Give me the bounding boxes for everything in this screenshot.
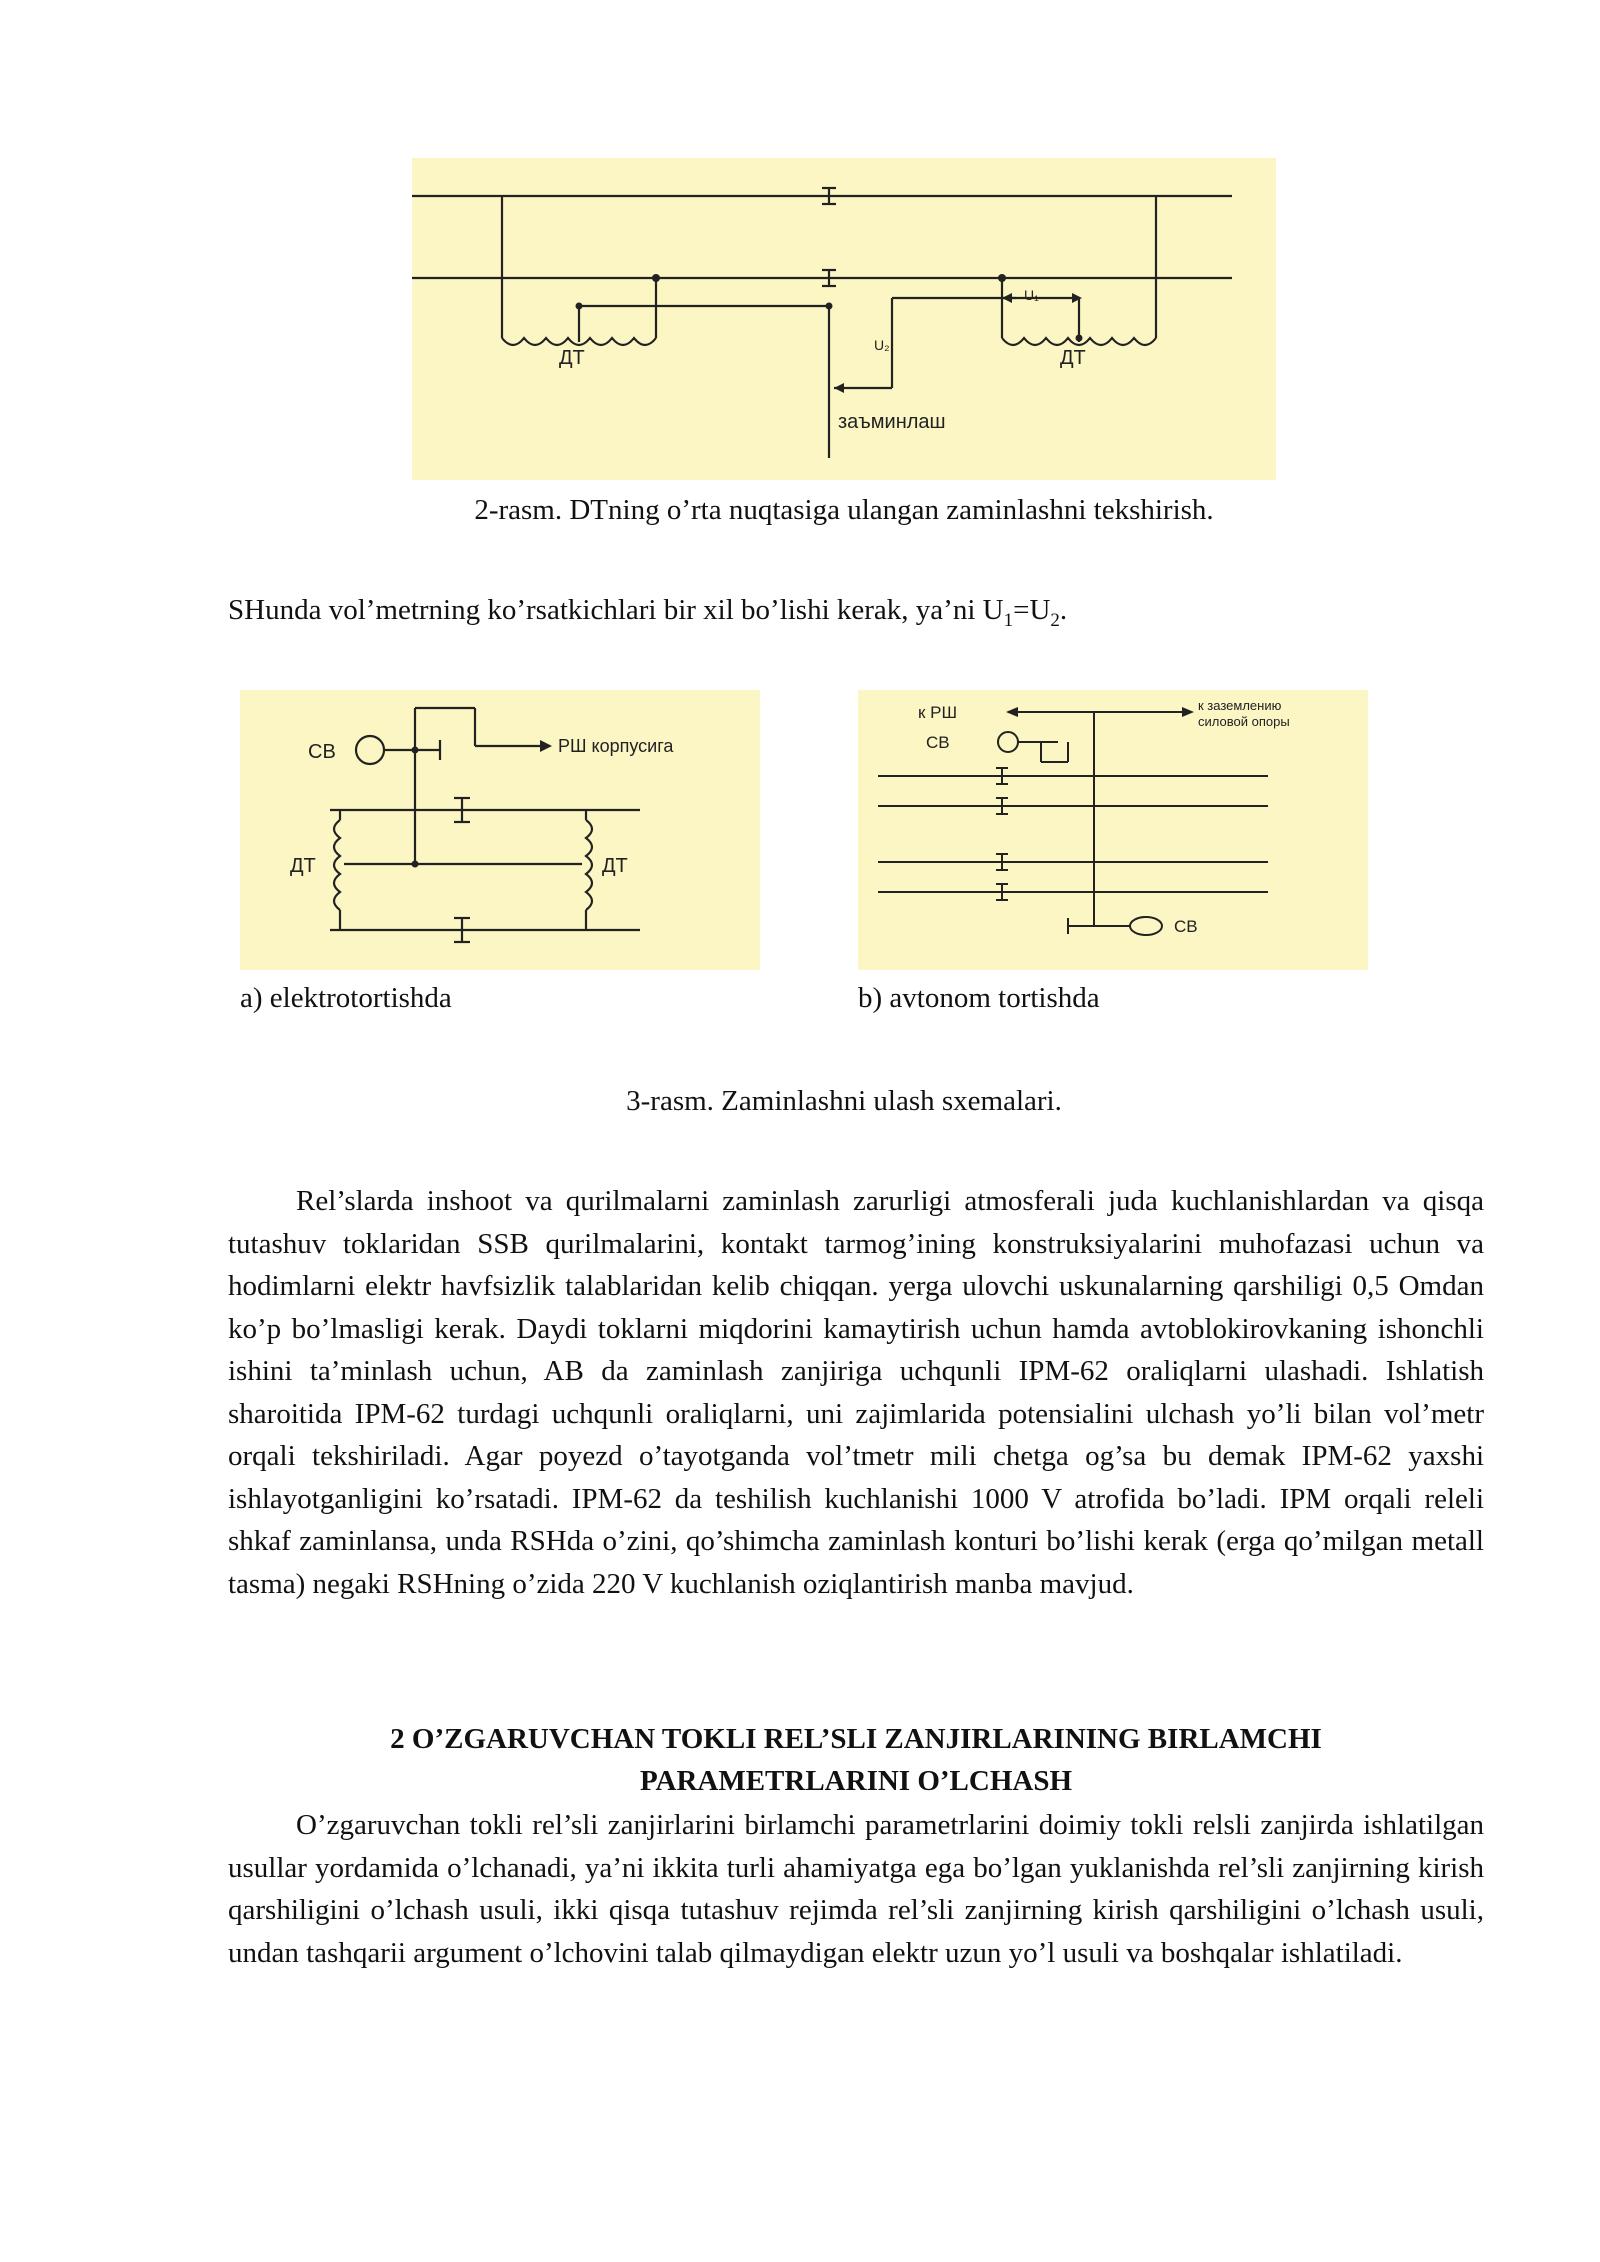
dt-left-label: ДТ [559, 347, 585, 369]
figure-3b-svg [858, 690, 1368, 970]
rsh-label: РШ корпусига [558, 736, 674, 756]
equality-line [228, 592, 1067, 639]
section-heading-line-1: 2 O’ZGARUVCHAN TOKLI REL’SLI ZANJIRLARINING BIRLAMCHI [390, 1723, 1322, 1755]
dt-right-label: ДТ [1060, 347, 1086, 369]
dt-right-label-3a: ДТ [602, 855, 628, 877]
figure-3a-diagram [240, 690, 760, 970]
ground-label-1: к заземлению [1198, 698, 1282, 713]
equality-end: . [1059, 594, 1068, 626]
figure-3b-caption: b) avtonom tortishda [858, 982, 1100, 1014]
subscript-2: 2 [1050, 609, 1060, 631]
section-heading-line-2: PARAMETRLARINI O’LCHASH [639, 1765, 1073, 1797]
figure-2-svg [412, 158, 1276, 480]
ground-label: заъминлаш [838, 411, 946, 433]
sv-label: СВ [308, 741, 336, 763]
figure-3a-svg [240, 690, 760, 970]
paragraph-parameters: O’zgaruvchan tokli rel’sli zanjirlarini birlamchi parametrlarini doimiy tokli relsli zanjirda ishlatilgan usullar yordamida o’lchanadi, ya’ni ikkita turli ahamiyatga ega bo’lgan yuklanishda rel’sli zanjirning kirish qarshiligini o’lchash usuli, ikki qisqa tutashuv rejimda rel’sli zanjirning kirish qarshiligini o’lchash usuli, undan tashqarii argument o’lchovini talab qilmaydigan elektr uzun yo’l usuli va boshqalar ishlatiladi. [228, 1809, 1484, 1969]
krsh-label: к РШ [918, 703, 958, 722]
figure-2-diagram [412, 158, 1276, 480]
equality-text: SHunda vol’metrning ko’rsatkichlari bir xil bo’lishi kerak, ya’ni U [228, 594, 1004, 626]
section-heading [228, 1718, 1484, 1802]
sv-bottom-label: СВ [1174, 917, 1198, 936]
sv-top-label: СВ [926, 733, 950, 752]
ground-label-2: силовой опоры [1198, 714, 1290, 729]
equality-eq: =U [1013, 594, 1051, 626]
dt-left-label-3a: ДТ [290, 855, 316, 877]
u2-label: U₂ [874, 337, 890, 353]
figure-3b-diagram [858, 690, 1368, 970]
figure-3-caption: 3-rasm. Zaminlashni ulash sxemalari. [626, 1085, 1062, 1117]
u1-label: U₁ [1024, 287, 1039, 303]
figure-2-caption: 2-rasm. DTning o’rta nuqtasiga ulangan zaminlashni tekshirish. [474, 494, 1214, 526]
subscript-1: 1 [1003, 609, 1014, 631]
paragraph-grounding: Rel’slarda inshoot va qurilmalarni zaminlash zarurligi atmosferali juda kuchlanishlardan va qisqa tutashuv toklaridan SSB qurilmalarini, kontakt tarmog’ining konstruksiyalarini muhofazasi uchun va hodimlarni elektr havfsizlik talablaridan kelib chiqqan. yerga ulovchi uskunalarning qarshiligi 0,5 Omdan ko’p bo’lmasligi kerak. Daydi toklarni miqdorini kamaytirish uchun hamda avtoblokirovkaning ishonchli ishini ta’minlash uchun, AB da zaminlash zanjiriga uchqunli IPM-62 oraliqlarni ulashadi. Ishlatish sharoitida IPM-62 turdagi uchqunli oraliqlarni, uni zajimlarida potensialini ulchash yo’li bilan vol’metr orqali tekshiriladi. Agar poyezd o’tayotganda vol’tmetr mili chetga og’sa bu demak IPM-62 yaxshi ishlayotganligini ko’rsatadi. IPM-62 da teshilish kuchlanishi 1000 V atrofida bo’ladi. IPM orqali releli shkaf zaminlansa, unda RSHda o’zini, qo’shimcha zaminlash konturi bo’lishi kerak (erga qo’milgan metall tasma) negaki RSHning o’zida 220 V kuchlanish oziqlantirish manba mavjud. [228, 1185, 1484, 1600]
figure-3a-caption: a) elektrotortishda [240, 982, 452, 1014]
